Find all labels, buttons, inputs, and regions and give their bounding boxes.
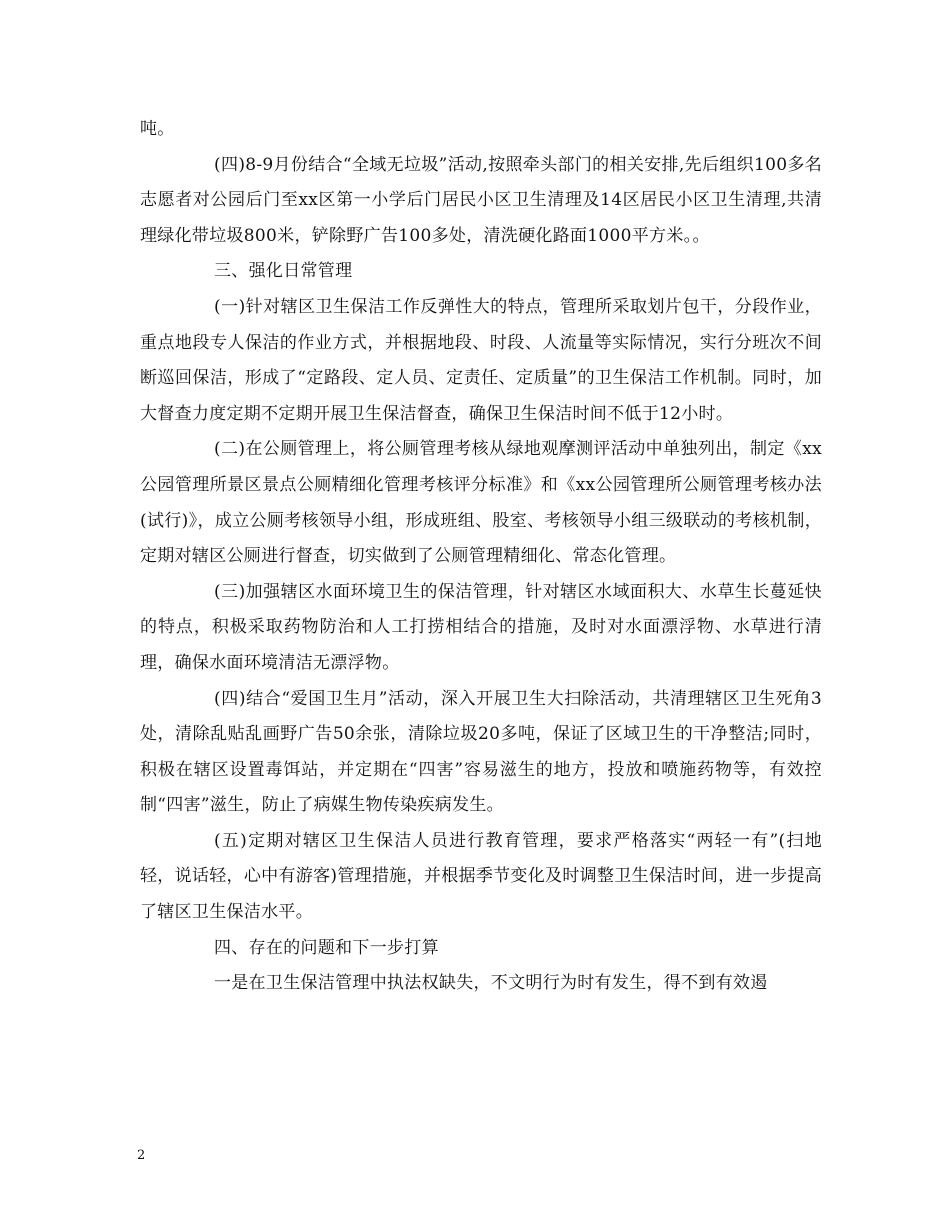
paragraph-item-4: (四)结合“爱国卫生月”活动，深入开展卫生大扫除活动，共清理辖区卫生死角3处，清除乱贴乱画野广告50余张，清除垃圾20多吨，保证了区域卫生的干净整洁;同时，积极在辖区设置毒饵站，并定期在“四害”容易滋生的地方，投放和喷施药物等，有效控制“四害”滋生，防止了病媒生物传染疾病发生。: [140, 688, 822, 816]
document-body: [140, 112, 822, 1002]
paragraph-item-5: (五)定期对辖区卫生保洁人员进行教育管理，要求严格落实“两轻一有”(扫地轻，说话轻，心中有游客)管理措施，并根据季节变化及时调整卫生保洁时间，进一步提高了辖区卫生保洁水平。: [140, 830, 822, 923]
paragraph-problem-1: 一是在卫生保洁管理中执法权缺失，不文明行为时有发生，得不到有效遏: [214, 973, 768, 994]
paragraph-item-3: (三)加强辖区水面环境卫生的保洁管理，针对辖区水域面积大、水草生长蔓延快的特点，积极采取药物防治和人工打捞相结合的措施，及时对水面漂浮物、水草进行清理，确保水面环境清洁无漂浮物。: [140, 581, 822, 673]
paragraph-item-4-cleanup: (四)8-9月份结合“全域无垃圾”活动,按照牵头部门的相关安排,先后组织100多名志愿者对公园后门至xx区第一小学后门居民小区卫生清理及14区居民小区卫生清理,共清理绿化带垃圾800米，铲除野广告100多处，清洗硬化路面1000平方米。。: [140, 154, 822, 246]
paragraph-item-2: (二)在公厕管理上，将公厕管理考核从绿地观摩测评活动中单独列出，制定《xx公园管理所景区景点公厕精细化管理考核评分标准》和《xx公园管理所公厕管理考核办法(试行)》，成立公厕考核领导小组，形成班组、股室、考核领导小组三级联动的考核机制，定期对辖区公厕进行督查，切实做到了公厕管理精细化、常态化管理。: [140, 439, 822, 567]
section-heading-4: 四、存在的问题和下一步打算: [214, 937, 439, 958]
section-heading-3: 三、强化日常管理: [214, 261, 353, 282]
page-number: 2: [137, 1148, 146, 1163]
paragraph-item-1: (一)针对辖区卫生保洁工作反弹性大的特点，管理所采取划片包干，分段作业，重点地段专人保洁的作业方式，并根据地段、时段、人流量等实际情况，实行分班次不间断巡回保洁，形成了“定路段、定人员、定责任、定质量”的卫生保洁工作机制。同时，加大督查力度定期不定期开展卫生保洁督查，确保卫生保洁时间不低于12小时。: [140, 296, 822, 424]
paragraph-continuation: 吨。: [140, 119, 175, 139]
